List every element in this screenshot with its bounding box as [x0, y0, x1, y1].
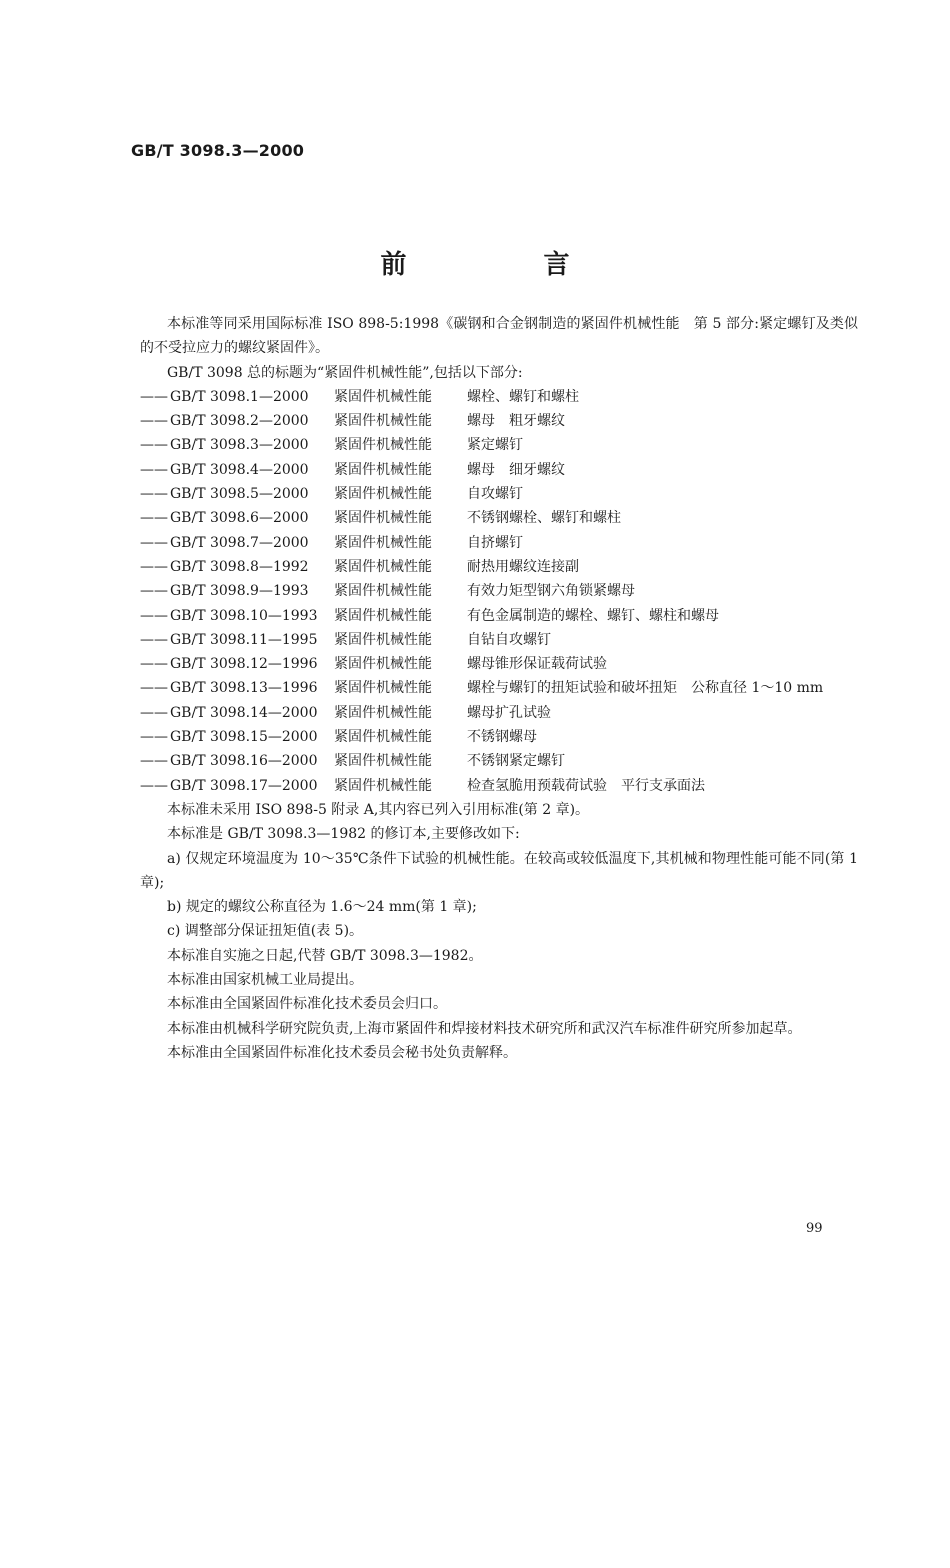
list-item-group: 紧固件机械性能 [334, 777, 432, 794]
list-item [140, 531, 858, 555]
list-item-part: 螺母 细牙螺纹 [467, 461, 565, 478]
body-paragraph: 本标准由国家机械工业局提出。 [167, 972, 363, 989]
list-item [140, 676, 858, 700]
body-paragraph: 本标准是 GB/T 3098.3—1982 的修订本,主要修改如下: [167, 826, 520, 843]
list-item-part: 检查氢脆用预载荷试验 平行支承面法 [467, 777, 705, 794]
list-item-group: 紧固件机械性能 [334, 413, 432, 430]
list-item-dash: —— [140, 388, 168, 405]
body-paragraph: a) 仅规定环境温度为 10～35℃条件下试验的机械性能。在较高或较低温度下,其机械和物理性能可能不同(第 1 章); [140, 850, 858, 891]
list-item-code: GB/T 3098.12—1996 [170, 656, 318, 673]
body-paragraph: c) 调整部分保证扭矩值(表 5)。 [167, 923, 364, 940]
body-paragraph: 本标准由全国紧固件标准化技术委员会秘书处负责解释。 [167, 1044, 517, 1061]
page-number: 99 [806, 1221, 823, 1236]
list-item [140, 749, 858, 773]
list-item-code: GB/T 3098.5—2000 [170, 486, 309, 503]
list-item [140, 774, 858, 798]
list-item-group: 紧固件机械性能 [334, 753, 432, 770]
list-item-dash: —— [140, 607, 168, 624]
list-item-code: GB/T 3098.7—2000 [170, 534, 309, 551]
list-item-group: 紧固件机械性能 [334, 534, 432, 551]
list-item-dash: —— [140, 558, 168, 575]
list-item [140, 506, 858, 530]
list-item-code: GB/T 3098.3—2000 [170, 437, 309, 454]
list-item-part: 自攻螺钉 [467, 486, 523, 503]
list-item-code: GB/T 3098.11—1995 [170, 631, 318, 648]
body-paragraph: 本标准自实施之日起,代替 GB/T 3098.3—1982。 [167, 947, 483, 964]
list-item-part: 螺栓、螺钉和螺柱 [467, 388, 579, 405]
list-item [140, 385, 858, 409]
list-item-dash: —— [140, 461, 168, 478]
list-item-group: 紧固件机械性能 [334, 388, 432, 405]
list-item-group: 紧固件机械性能 [334, 656, 432, 673]
list-item-dash: —— [140, 753, 168, 770]
list-item-dash: —— [140, 729, 168, 746]
list-item-dash: —— [140, 413, 168, 430]
list-item [140, 409, 858, 433]
list-item [140, 458, 858, 482]
body-paragraph: 本标准由机械科学研究院负责,上海市紧固件和焊接材料技术研究所和武汉汽车标准件研究所参加起草。 [167, 1020, 802, 1037]
list-item [140, 555, 858, 579]
list-item-dash: —— [140, 656, 168, 673]
page-title: 前 言 [380, 250, 634, 280]
list-item-group: 紧固件机械性能 [334, 486, 432, 503]
list-item [140, 725, 858, 749]
document-body [140, 312, 858, 1065]
list-item-part: 不锈钢紧定螺钉 [467, 753, 565, 770]
list-item-group: 紧固件机械性能 [334, 704, 432, 721]
list-item-dash: —— [140, 486, 168, 503]
list-item-part: 不锈钢螺母 [467, 729, 537, 746]
list-item-group: 紧固件机械性能 [334, 631, 432, 648]
list-item-code: GB/T 3098.4—2000 [170, 461, 309, 478]
list-item-code: GB/T 3098.17—2000 [170, 777, 318, 794]
list-item-code: GB/T 3098.13—1996 [170, 680, 318, 697]
list-item-group: 紧固件机械性能 [334, 558, 432, 575]
body-paragraph: 本标准由全国紧固件标准化技术委员会归口。 [167, 996, 447, 1013]
list-item [140, 482, 858, 506]
body-paragraph: 本标准未采用 ISO 898-5 附录 A,其内容已列入引用标准(第 2 章)。 [167, 801, 590, 818]
list-item-group: 紧固件机械性能 [334, 510, 432, 527]
list-item-part: 自挤螺钉 [467, 534, 523, 551]
list-item-code: GB/T 3098.15—2000 [170, 729, 318, 746]
list-item-code: GB/T 3098.8—1992 [170, 558, 309, 575]
standard-id: GB/T 3098.3—2000 [131, 141, 305, 160]
list-item-group: 紧固件机械性能 [334, 680, 432, 697]
list-item-part: 紧定螺钉 [467, 437, 523, 454]
list-item [140, 701, 858, 725]
list-item-group: 紧固件机械性能 [334, 461, 432, 478]
list-item-dash: —— [140, 510, 168, 527]
list-item-group: 紧固件机械性能 [334, 729, 432, 746]
list-item-part: 螺母扩孔试验 [467, 704, 551, 721]
list-item-group: 紧固件机械性能 [334, 607, 432, 624]
list-item-group: 紧固件机械性能 [334, 437, 432, 454]
list-item [140, 628, 858, 652]
list-item-dash: —— [140, 631, 168, 648]
list-item-part: 自钻自攻螺钉 [467, 631, 551, 648]
paragraphs [140, 798, 858, 1065]
list-item-part: 螺栓与螺钉的扭矩试验和破坏扭矩 公称直径 1～10 mm [467, 680, 824, 697]
list-item [140, 652, 858, 676]
list-item-dash: —— [140, 777, 168, 794]
intro-paragraph: 本标准等同采用国际标准 ISO 898-5:1998《碳钢和合金钢制造的紧固件机械性能 第 5 部分:紧定螺钉及类似的不受拉应力的螺纹紧固件》。 [140, 316, 858, 357]
list-item-code: GB/T 3098.16—2000 [170, 753, 318, 770]
list-item-code: GB/T 3098.9—1993 [170, 583, 309, 600]
list-item-dash: —— [140, 704, 168, 721]
list-item-part: 螺母锥形保证载荷试验 [467, 656, 607, 673]
parts-list [140, 385, 858, 798]
list-item-dash: —— [140, 680, 168, 697]
list-item-part: 不锈钢螺栓、螺钉和螺柱 [467, 510, 621, 527]
list-item-part: 有色金属制造的螺栓、螺钉、螺柱和螺母 [467, 607, 719, 624]
list-item-code: GB/T 3098.2—2000 [170, 413, 309, 430]
list-item-code: GB/T 3098.14—2000 [170, 704, 318, 721]
list-item-code: GB/T 3098.10—1993 [170, 607, 318, 624]
list-item-part: 有效力矩型钢六角锁紧螺母 [467, 583, 635, 600]
list-item-dash: —— [140, 583, 168, 600]
list-item-code: GB/T 3098.1—2000 [170, 388, 309, 405]
list-item-code: GB/T 3098.6—2000 [170, 510, 309, 527]
list-item-part: 螺母 粗牙螺纹 [467, 413, 565, 430]
list-item-dash: —— [140, 437, 168, 454]
body-paragraph: b) 规定的螺纹公称直径为 1.6～24 mm(第 1 章); [167, 899, 477, 916]
list-item-dash: —— [140, 534, 168, 551]
list-item-group: 紧固件机械性能 [334, 583, 432, 600]
list-item [140, 433, 858, 457]
general-title-paragraph: GB/T 3098 总的标题为“紧固件机械性能”,包括以下部分: [167, 364, 523, 381]
list-item-part: 耐热用螺纹连接副 [467, 558, 579, 575]
list-item [140, 579, 858, 603]
list-item [140, 604, 858, 628]
